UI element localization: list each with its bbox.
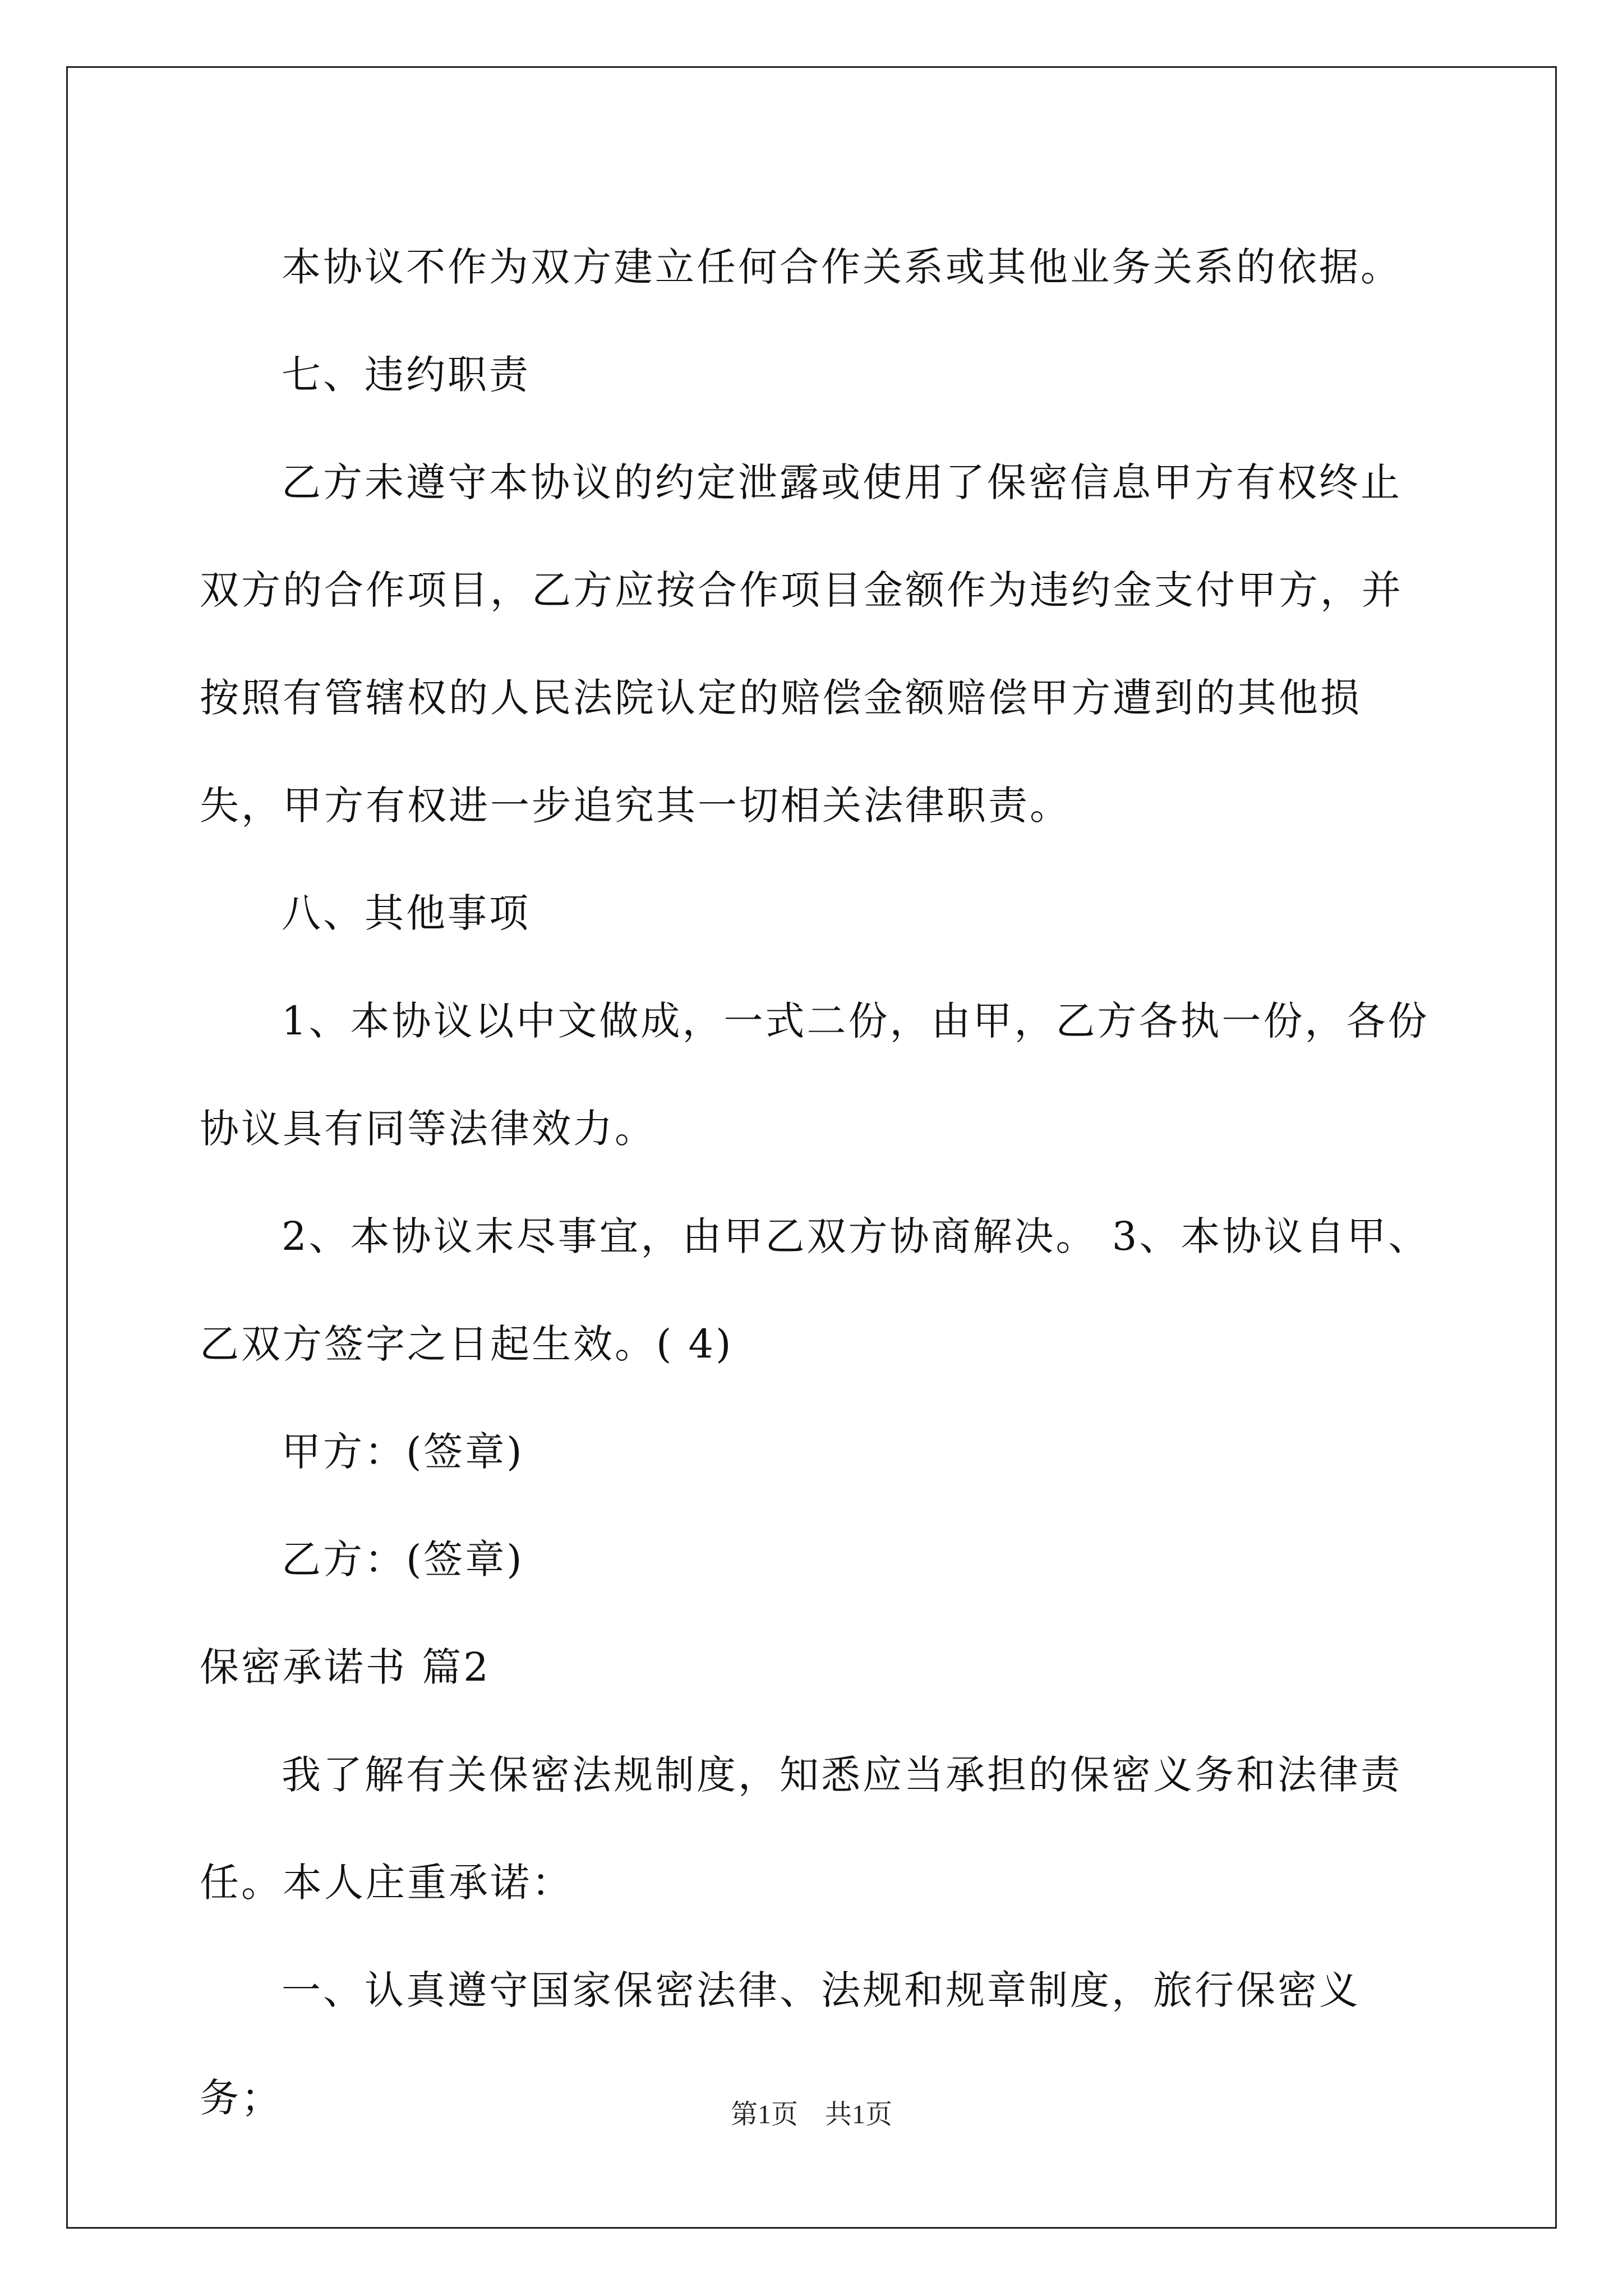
document-body <box>200 213 1431 2152</box>
heading-other-matters: 八、其他事项 <box>282 890 531 936</box>
paragraph-clause-1: 1、本协议以中文做成，一式二份，由甲，乙方各执一份，各份协议具有同等法律效力。 <box>200 998 1430 1152</box>
signature-party-a: 甲方：(签章) <box>282 1429 524 1475</box>
section-title: 保密承诺书 篇2 <box>200 1644 491 1690</box>
paragraph-clause-2-3: 2、本协议末尽事宜，由甲乙双方协商解决。 3、本协议自甲、乙双方签字之日起生效。( 4) <box>200 1213 1430 1367</box>
page-footer: 第1页 共1页 <box>730 2100 892 2129</box>
paragraph-breach-terms: 乙方未遵守本协议的约定泄露或使用了保密信息甲方有权终止双方的合作项目，乙方应按合作项目金额作为违约金支付甲方，并按照有管辖权的人民法院认定的赔偿金额赔偿甲方遭到的其他损失，甲方有权进一步追究其一切相关法律职责。 <box>200 459 1403 829</box>
signature-party-b: 乙方：(签章) <box>282 1536 524 1582</box>
paragraph-commitment-1: 一、认真遵守国家保密法律、法规和规章制度，旅行保密义务； <box>200 1967 1361 2121</box>
paragraph-basis: 本协议不作为双方建立任何合作关系或其他业务关系的依据。 <box>282 244 1402 290</box>
heading-breach-liability: 七、违约职责 <box>282 352 531 398</box>
paragraph-commitment-intro: 我了解有关保密法规制度，知悉应当承担的保密义务和法律责任。本人庄重承诺： <box>200 1752 1402 1906</box>
